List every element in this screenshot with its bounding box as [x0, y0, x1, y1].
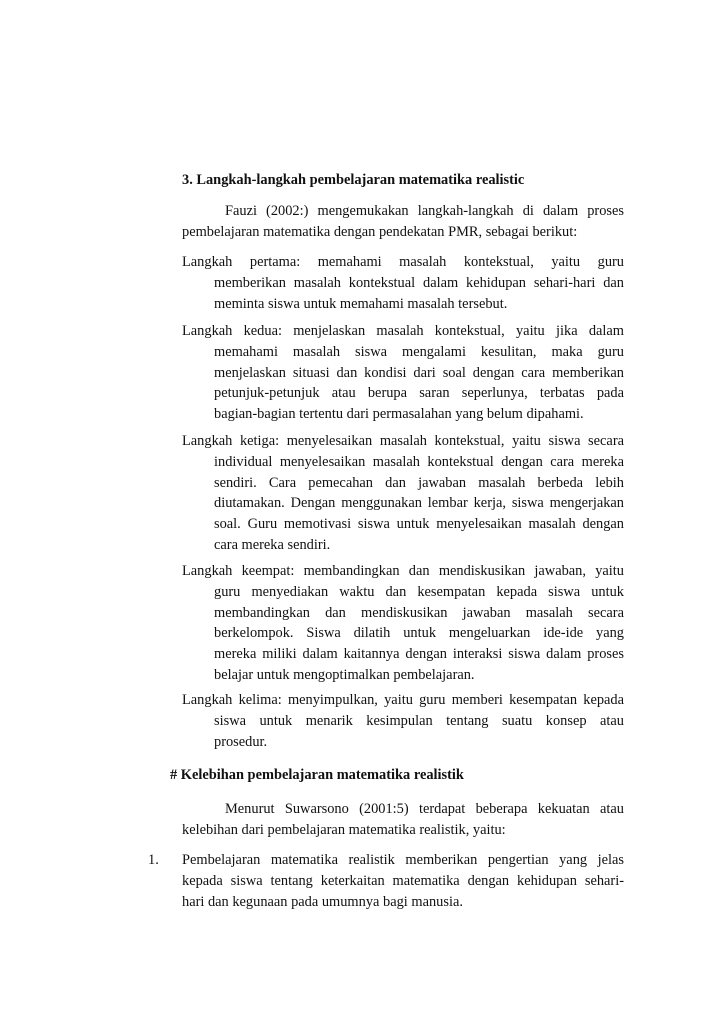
- advantages-heading: # Kelebihan pembelajaran matematika realistik: [170, 767, 464, 783]
- step-line: prosedur.: [214, 733, 268, 750]
- paragraph-line: pembelajaran matematika dengan pendekatan PMR, sebagai berikut:: [182, 223, 578, 240]
- advantages-intro: [182, 799, 624, 841]
- step-line: guru menyediakan waktu dan kesempatan kepada siswa untuk: [214, 583, 624, 600]
- list-line: Pembelajaran matematika realistik memberikan pengertian yang jelas: [182, 852, 624, 868]
- step-line: diutamakan. Dengan menggunakan lembar kerja, siswa mengerjakan: [214, 495, 624, 512]
- step-line: bagian-bagian tertentu dari permasalahan yang belum dipahami.: [214, 406, 584, 423]
- step-line: memahami masalah siswa mengalami kesulitan, maka guru: [214, 343, 624, 360]
- step-kelima: [182, 690, 624, 752]
- step-pertama: [182, 252, 624, 314]
- paragraph-line: Fauzi (2002:) mengemukakan langkah-langkah di dalam proses: [225, 203, 624, 219]
- step-keempat: [182, 561, 624, 686]
- list-line: hari dan kegunaan pada umumnya bagi manusia.: [182, 893, 463, 910]
- step-line: menjelaskan situasi dan kondisi dari soal dengan cara memberikan: [214, 364, 624, 381]
- step-line: Langkah pertama: memahami masalah kontekstual, yaitu guru: [182, 254, 624, 270]
- step-line: individual menyelesaikan masalah kontekstual dengan cara mereka: [214, 453, 624, 470]
- step-line: Langkah keempat: membandingkan dan mendiskusikan jawaban, yaitu: [182, 563, 624, 579]
- step-line: memberikan masalah kontekstual dalam kehidupan sehari-hari dan: [214, 274, 624, 291]
- step-line: belajar untuk mengoptimalkan pembelajaran.: [214, 666, 475, 683]
- paragraph-line: Menurut Suwarsono (2001:5) terdapat beberapa kekuatan atau: [225, 801, 624, 817]
- step-line: membandingkan dan mendiskusikan jawaban masalah secara: [214, 604, 624, 621]
- step-line: Langkah ketiga: menyelesaikan masalah kontekstual, yaitu siswa secara: [182, 433, 624, 449]
- list-number: 1.: [148, 852, 159, 868]
- intro-paragraph: [182, 201, 624, 243]
- step-line: soal. Guru memotivasi siswa untuk menyelesaikan masalah dengan: [214, 516, 624, 533]
- step-line: mereka miliki dalam kaitannya dengan interaksi siswa dalam proses: [214, 646, 624, 663]
- step-line: sendiri. Cara pemecahan dan jawaban masalah berbeda lebih: [214, 474, 624, 491]
- step-line: Langkah kelima: menyimpulkan, yaitu guru memberi kesempatan kepada: [182, 692, 624, 708]
- step-line: cara mereka sendiri.: [214, 536, 331, 553]
- paragraph-line: kelebihan dari pembelajaran matematika realistik, yaitu:: [182, 821, 506, 838]
- step-ketiga: [182, 431, 624, 556]
- step-line: siswa untuk menarik kesimpulan tentang suatu konsep atau: [214, 712, 624, 729]
- step-line: petunjuk-petunjuk atau berupa saran seperlunya, terbatas pada: [214, 385, 624, 402]
- step-line: meminta siswa untuk memahami masalah tersebut.: [214, 295, 508, 312]
- section-heading: 3. Langkah-langkah pembelajaran matematika realistic: [182, 172, 525, 188]
- step-kedua: [182, 321, 624, 425]
- list-item: [148, 850, 624, 912]
- step-line: berkelompok. Siswa dilatih untuk mengeluarkan ide-ide yang: [214, 625, 624, 642]
- step-line: Langkah kedua: menjelaskan masalah kontekstual, yaitu jika dalam: [182, 323, 624, 339]
- list-line: kepada siswa tentang keterkaitan matematika dengan kehidupan sehari-: [182, 872, 624, 889]
